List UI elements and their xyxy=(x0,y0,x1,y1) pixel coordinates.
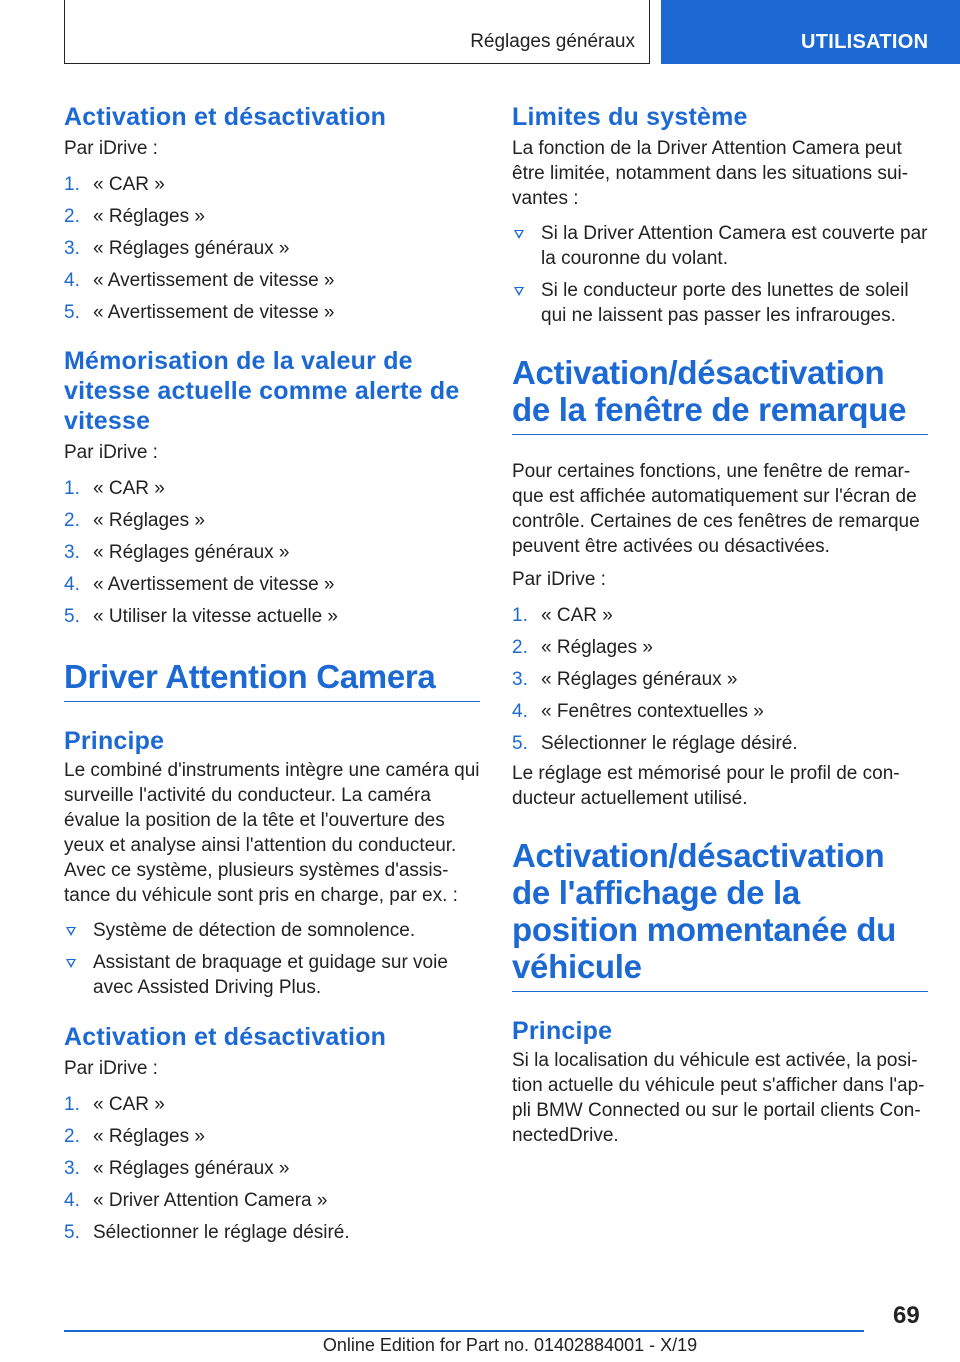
triangle-bullet-icon xyxy=(514,287,524,296)
heading-activation-dac: Activation et désactivation xyxy=(64,1023,387,1051)
footer-divider xyxy=(64,1330,864,1332)
list-item: 4. « Driver Attention Camera » xyxy=(64,1190,328,1211)
heading-limits: Limites du système xyxy=(512,103,748,131)
footer-edition: Online Edition for Part no. 01402884001 - X/19 xyxy=(322,1335,698,1355)
intro-notice-window: Par iDrive : xyxy=(512,569,606,590)
list-item: 5. Sélectionner le réglage désiré. xyxy=(64,1222,350,1243)
text-principle-position: Si la localisation du véhicule est activée, la position actuelle du véhicule peut s'afficher dans l'appli BMW Connected ou sur le portail clients ConnectedDrive. xyxy=(512,1050,925,1146)
heading-driver-attention-camera: Driver Attention Camera xyxy=(64,658,480,702)
steps-notice-window xyxy=(512,603,928,756)
bullets-limits xyxy=(512,221,928,328)
steps-activation-1 xyxy=(64,172,480,325)
intro-memorisation: Par iDrive : xyxy=(64,442,158,463)
heading-activation-1: Activation et désactivation xyxy=(64,103,387,131)
list-item: 2. « Réglages » xyxy=(64,510,205,531)
right-column xyxy=(512,102,928,1148)
heading-principle-position: Principe xyxy=(512,1017,613,1045)
heading-memorisation: Mémorisation de la valeur de vitesse actuelle comme alerte de vitesse xyxy=(64,347,460,435)
header-section-title: Réglages généraux xyxy=(470,31,635,52)
intro-activation-dac: Par iDrive : xyxy=(64,1058,158,1079)
list-item: 3. « Réglages généraux » xyxy=(64,1158,290,1179)
list-item: Assistant de braquage et guidage sur voie avec Assisted Driving Plus. xyxy=(64,950,480,1000)
text-notice-saved: Le réglage est mémorisé pour le profil de conducteur actuellement utilisé. xyxy=(512,763,900,809)
list-item: Système de détection de somnolence. xyxy=(64,918,480,943)
list-item: 2. « Réglages » xyxy=(64,1126,205,1147)
list-item: 3. « Réglages généraux » xyxy=(64,542,290,563)
heading-notice-window: Activation/désactivation de la fenêtre de remarque xyxy=(512,354,928,435)
list-item: 1. « CAR » xyxy=(64,1094,165,1115)
list-item: Si le conducteur porte des lunettes de soleil qui ne laissent pas passer les infrarouges. xyxy=(512,278,928,328)
steps-memorisation xyxy=(64,476,480,629)
bullets-dac xyxy=(64,918,480,1000)
text-notice-window: Pour certaines fonctions, une fenêtre de remarque est affichée automatiquement sur l'écran de contrôle. Certaines de ces fenêtres de remarque peuvent être activées ou désactivées. xyxy=(512,461,920,557)
header-chapter-tab xyxy=(661,0,960,64)
text-principle-dac: Le combiné d'instruments intègre une caméra qui surveille l'activité du conducteur. La caméra évalue la position de la tête et l'ouverture des yeux et analyse ainsi l'attention du conducteur. Avec ce système, plusieurs systèmes d'assistance du véhicule sont pris en charge, par ex. : xyxy=(64,760,480,906)
list-item: 2. « Réglages » xyxy=(512,637,653,658)
list-item: 1. « CAR » xyxy=(64,478,165,499)
triangle-bullet-icon xyxy=(514,230,524,239)
list-item: 4. « Fenêtres contextuelles » xyxy=(512,701,764,722)
intro-activation-1: Par iDrive : xyxy=(64,138,158,159)
list-item: 4. « Avertissement de vitesse » xyxy=(64,574,335,595)
header-chapter-title: UTILISATION xyxy=(801,31,929,53)
steps-activation-dac xyxy=(64,1092,480,1245)
heading-vehicle-position: Activation/désactivation de l'affichage de la position momentanée du véhicule xyxy=(512,837,928,992)
triangle-bullet-icon xyxy=(66,927,76,936)
list-item: Si la Driver Attention Camera est couverte par la couronne du volant. xyxy=(512,221,928,271)
list-item: 5. Sélectionner le réglage désiré. xyxy=(512,733,798,754)
list-item: 1. « CAR » xyxy=(512,605,613,626)
list-item: 3. « Réglages généraux » xyxy=(512,669,738,690)
list-item: 1. « CAR » xyxy=(64,174,165,195)
heading-principle-dac: Principe xyxy=(64,727,165,755)
text-limits: La fonction de la Driver Attention Camera peut être limitée, notamment dans les situations suivantes : xyxy=(512,138,909,209)
header-section-box xyxy=(64,0,650,64)
list-item: 5. « Utiliser la vitesse actuelle » xyxy=(64,606,338,627)
list-item: 2. « Réglages » xyxy=(64,206,205,227)
list-item: 5. « Avertissement de vitesse » xyxy=(64,302,335,323)
left-column xyxy=(64,102,480,1252)
list-item: 3. « Réglages généraux » xyxy=(64,238,290,259)
list-item: 4. « Avertissement de vitesse » xyxy=(64,270,335,291)
triangle-bullet-icon xyxy=(66,959,76,968)
page-number: 69 xyxy=(893,1302,920,1329)
